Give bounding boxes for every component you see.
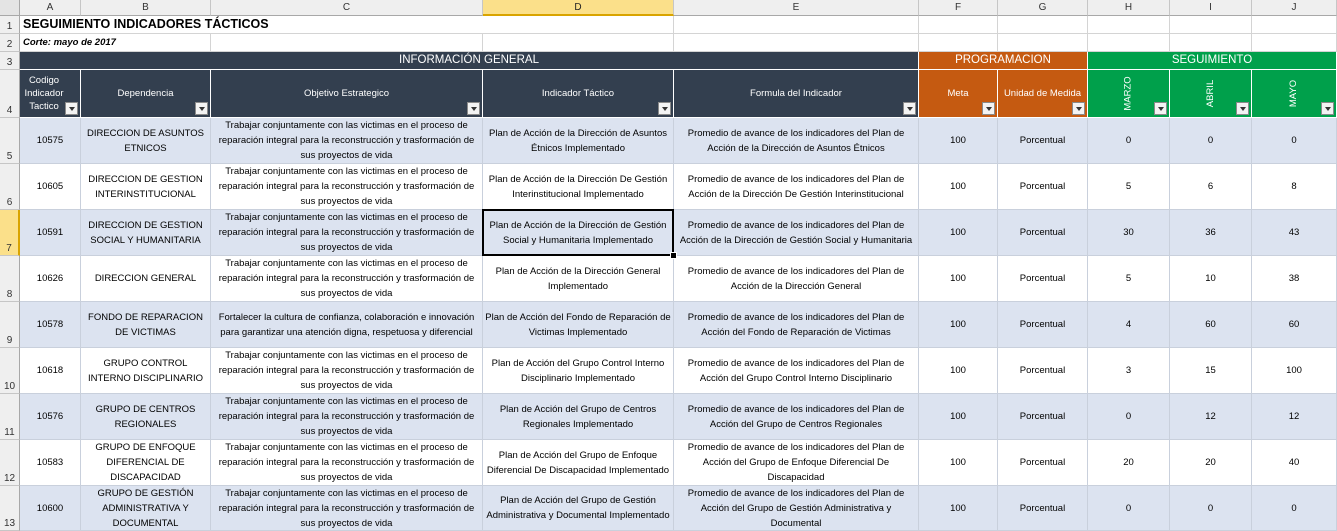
header-label: Dependencia bbox=[117, 88, 174, 99]
cell-objetivo[interactable]: Trabajar conjuntamente con las victimas en el proceso de reparación integral para la reconstrucción y trasformación de sus proyectos de vida bbox=[211, 118, 483, 164]
cell-formula[interactable]: Promedio de avance de los indicadores del Plan de Acción de la Dirección de Asuntos Étnicos bbox=[674, 118, 919, 164]
cell-meta[interactable]: 100 bbox=[919, 118, 998, 164]
row-header-11[interactable]: 11 bbox=[0, 394, 20, 440]
cell-dependencia[interactable]: GRUPO DE ENFOQUE DIFERENCIAL DE DISCAPACIDAD bbox=[81, 440, 211, 486]
cell-abril[interactable]: 36 bbox=[1170, 210, 1252, 256]
cell-dependencia[interactable]: FONDO DE REPARACION DE VICTIMAS bbox=[81, 302, 211, 348]
sheet-title[interactable]: SEGUIMIENTO INDICADORES TÁCTICOS bbox=[20, 16, 674, 34]
cell-meta[interactable]: 100 bbox=[919, 210, 998, 256]
cell-meta[interactable]: 100 bbox=[919, 256, 998, 302]
header-unidad[interactable] bbox=[998, 70, 1088, 118]
cell-abril[interactable]: 10 bbox=[1170, 256, 1252, 302]
cell-codigo[interactable]: 10575 bbox=[20, 118, 81, 164]
fill-handle[interactable] bbox=[670, 252, 677, 259]
header-objetivo[interactable] bbox=[211, 70, 483, 118]
cell-unidad[interactable]: Porcentual bbox=[998, 256, 1088, 302]
header-marzo[interactable] bbox=[1088, 70, 1170, 118]
cell-codigo[interactable]: 10578 bbox=[20, 302, 81, 348]
header-codigo[interactable] bbox=[20, 70, 81, 118]
empty-cell[interactable] bbox=[919, 34, 998, 52]
sheet-subtitle[interactable]: Corte: mayo de 2017 bbox=[20, 34, 211, 52]
cell-indicador[interactable]: Plan de Acción de la Dirección De Gestión Interinstitucional Implementado bbox=[483, 164, 674, 210]
cell-mayo[interactable]: 0 bbox=[1252, 486, 1337, 531]
cell-unidad[interactable]: Porcentual bbox=[998, 348, 1088, 394]
row-header-1[interactable]: 1 bbox=[0, 16, 20, 34]
column-header-a[interactable]: A bbox=[20, 0, 81, 16]
header-label: MAYO bbox=[1288, 79, 1300, 108]
cell-indicador[interactable]: Plan de Acción del Fondo de Reparación de Victimas Implementado bbox=[483, 302, 674, 348]
select-all-corner[interactable] bbox=[0, 0, 20, 16]
header-mayo[interactable] bbox=[1252, 70, 1337, 118]
column-header-j[interactable]: J bbox=[1252, 0, 1337, 16]
row-header-13[interactable]: 13 bbox=[0, 486, 20, 531]
empty-cell[interactable] bbox=[483, 34, 674, 52]
cell-meta[interactable]: 100 bbox=[919, 394, 998, 440]
cell-objetivo[interactable]: Trabajar conjuntamente con las victimas en el proceso de reparación integral para la reconstrucción y trasformación de sus proyectos de vida bbox=[211, 210, 483, 256]
cell-abril[interactable]: 15 bbox=[1170, 348, 1252, 394]
filter-dropdown-button[interactable] bbox=[1236, 102, 1249, 115]
band-programacion[interactable]: PROGRAMACION bbox=[919, 52, 1088, 70]
cell-abril[interactable]: 0 bbox=[1170, 118, 1252, 164]
cell-dependencia[interactable]: DIRECCION GENERAL bbox=[81, 256, 211, 302]
cell-abril[interactable]: 0 bbox=[1170, 486, 1252, 531]
empty-cell[interactable] bbox=[674, 34, 919, 52]
cell-formula[interactable]: Promedio de avance de los indicadores del Plan de Acción del Fondo de Reparación de Victimas bbox=[674, 302, 919, 348]
row-header-12[interactable]: 12 bbox=[0, 440, 20, 486]
empty-cell[interactable] bbox=[1088, 34, 1170, 52]
filter-dropdown-button[interactable] bbox=[1321, 102, 1334, 115]
column-header-f[interactable]: F bbox=[919, 0, 998, 16]
row-header-2[interactable]: 2 bbox=[0, 34, 20, 52]
cell-mayo[interactable]: 60 bbox=[1252, 302, 1337, 348]
cell-indicador[interactable]: Plan de Acción de la Dirección General Implementado bbox=[483, 256, 674, 302]
cell-mayo[interactable]: 43 bbox=[1252, 210, 1337, 256]
header-indicador[interactable] bbox=[483, 70, 674, 118]
row-header-7[interactable]: 7 bbox=[0, 210, 20, 256]
cell-codigo[interactable]: 10605 bbox=[20, 164, 81, 210]
row-header-3[interactable]: 3 bbox=[0, 52, 20, 70]
cell-formula[interactable]: Promedio de avance de los indicadores del Plan de Acción del Grupo Control Interno Disciplinario bbox=[674, 348, 919, 394]
cell-unidad[interactable]: Porcentual bbox=[998, 118, 1088, 164]
cell-codigo[interactable]: 10576 bbox=[20, 394, 81, 440]
header-label: Formula del Indicador bbox=[750, 88, 842, 99]
cell-meta[interactable]: 100 bbox=[919, 440, 998, 486]
band-informacion-general[interactable]: INFORMACIÓN GENERAL bbox=[20, 52, 919, 70]
header-label: ABRIL bbox=[1205, 79, 1216, 108]
empty-cell[interactable] bbox=[674, 16, 919, 34]
row-header-10[interactable]: 10 bbox=[0, 348, 20, 394]
cell-indicador[interactable]: Plan de Acción del Grupo de Gestión Administrativa y Documental Implementado bbox=[483, 486, 674, 531]
cell-marzo[interactable]: 3 bbox=[1088, 348, 1170, 394]
cell-unidad[interactable]: Porcentual bbox=[998, 486, 1088, 531]
column-header-g[interactable]: G bbox=[998, 0, 1088, 16]
column-header-d[interactable]: D bbox=[483, 0, 674, 16]
cell-formula[interactable]: Promedio de avance de los indicadores del Plan de Acción del Grupo de Centros Regionales bbox=[674, 394, 919, 440]
cell-indicador[interactable]: Plan de Acción de la Dirección de Asuntos Étnicos Implementado bbox=[483, 118, 674, 164]
row-header-9[interactable]: 9 bbox=[0, 302, 20, 348]
cell-codigo[interactable]: 10626 bbox=[20, 256, 81, 302]
cell-dependencia[interactable]: DIRECCION DE GESTION SOCIAL Y HUMANITARIA bbox=[81, 210, 211, 256]
filter-dropdown-button[interactable] bbox=[65, 102, 78, 115]
cell-unidad[interactable]: Porcentual bbox=[998, 440, 1088, 486]
column-header-h[interactable]: H bbox=[1088, 0, 1170, 16]
cell-objetivo[interactable]: Trabajar conjuntamente con las victimas en el proceso de reparación integral para la reconstrucción y trasformación de sus proyectos de vida bbox=[211, 486, 483, 531]
empty-cell[interactable] bbox=[998, 16, 1088, 34]
cell-indicador[interactable]: Plan de Acción del Grupo de Centros Regionales Implementado bbox=[483, 394, 674, 440]
column-header-e[interactable]: E bbox=[674, 0, 919, 16]
cell-marzo[interactable]: 5 bbox=[1088, 164, 1170, 210]
filter-dropdown-button[interactable] bbox=[903, 102, 916, 115]
empty-cell[interactable] bbox=[211, 34, 483, 52]
cell-abril[interactable]: 12 bbox=[1170, 394, 1252, 440]
header-dependencia[interactable] bbox=[81, 70, 211, 118]
cell-meta[interactable]: 100 bbox=[919, 348, 998, 394]
cell-dependencia[interactable]: GRUPO CONTROL INTERNO DISCIPLINARIO bbox=[81, 348, 211, 394]
empty-cell[interactable] bbox=[1252, 16, 1337, 34]
header-label: Meta bbox=[947, 88, 969, 99]
empty-cell[interactable] bbox=[1170, 34, 1252, 52]
cell-unidad[interactable]: Porcentual bbox=[998, 394, 1088, 440]
row-header-4[interactable]: 4 bbox=[0, 70, 20, 118]
cell-mayo[interactable]: 100 bbox=[1252, 348, 1337, 394]
row-header-8[interactable]: 8 bbox=[0, 256, 20, 302]
cell-meta[interactable]: 100 bbox=[919, 164, 998, 210]
cell-dependencia[interactable]: GRUPO DE CENTROS REGIONALES bbox=[81, 394, 211, 440]
cell-objetivo[interactable]: Trabajar conjuntamente con las victimas en el proceso de reparación integral para la reconstrucción y trasformación de sus proyectos de vida bbox=[211, 256, 483, 302]
cell-abril[interactable]: 6 bbox=[1170, 164, 1252, 210]
cell-objetivo[interactable]: Fortalecer la cultura de confianza, colaboración e innovación para garantizar una atención digna, respetuosa y diferencial bbox=[211, 302, 483, 348]
cell-objetivo[interactable]: Trabajar conjuntamente con las victimas en el proceso de reparación integral para la reconstrucción y trasformación de sus proyectos de vida bbox=[211, 440, 483, 486]
cell-objetivo[interactable]: Trabajar conjuntamente con las victimas en el proceso de reparación integral para la reconstrucción y trasformación de sus proyectos de vida bbox=[211, 348, 483, 394]
cell-unidad[interactable]: Porcentual bbox=[998, 302, 1088, 348]
cell-abril[interactable]: 60 bbox=[1170, 302, 1252, 348]
cell-objetivo[interactable]: Trabajar conjuntamente con las victimas en el proceso de reparación integral para la reconstrucción y trasformación de sus proyectos de vida bbox=[211, 164, 483, 210]
cell-formula[interactable]: Promedio de avance de los indicadores del Plan de Acción de la Dirección de Gestión Social y Humanitaria bbox=[674, 210, 919, 256]
header-formula[interactable] bbox=[674, 70, 919, 118]
filter-dropdown-button[interactable] bbox=[658, 102, 671, 115]
cell-marzo[interactable]: 5 bbox=[1088, 256, 1170, 302]
row-header-5[interactable]: 5 bbox=[0, 118, 20, 164]
band-seguimiento[interactable]: SEGUIMIENTO bbox=[1088, 52, 1337, 70]
cell-formula[interactable]: Promedio de avance de los indicadores del Plan de Acción del Grupo de Enfoque Diferencial De Discapacidad bbox=[674, 440, 919, 486]
cell-objetivo[interactable]: Trabajar conjuntamente con las victimas en el proceso de reparación integral para la reconstrucción y trasformación de sus proyectos de vida bbox=[211, 394, 483, 440]
cell-meta[interactable]: 100 bbox=[919, 302, 998, 348]
cell-codigo[interactable]: 10583 bbox=[20, 440, 81, 486]
cell-codigo[interactable]: 10600 bbox=[20, 486, 81, 531]
header-label: MARZO bbox=[1123, 76, 1134, 111]
cell-codigo[interactable]: 10591 bbox=[20, 210, 81, 256]
cell-unidad[interactable]: Porcentual bbox=[998, 210, 1088, 256]
cell-unidad[interactable]: Porcentual bbox=[998, 164, 1088, 210]
cell-formula[interactable]: Promedio de avance de los indicadores del Plan de Acción de la Dirección General bbox=[674, 256, 919, 302]
filter-dropdown-button[interactable] bbox=[1154, 102, 1167, 115]
column-header-c[interactable]: C bbox=[211, 0, 483, 16]
empty-cell[interactable] bbox=[1088, 16, 1170, 34]
column-header-b[interactable]: B bbox=[81, 0, 211, 16]
header-label: Indicador Táctico bbox=[541, 88, 615, 99]
cell-abril[interactable]: 20 bbox=[1170, 440, 1252, 486]
cell-marzo[interactable]: 30 bbox=[1088, 210, 1170, 256]
empty-cell[interactable] bbox=[1170, 16, 1252, 34]
cell-mayo[interactable]: 38 bbox=[1252, 256, 1337, 302]
cell-formula[interactable]: Promedio de avance de los indicadores del Plan de Acción del Grupo de Gestión Administrativa y Documental bbox=[674, 486, 919, 531]
cell-marzo[interactable]: 0 bbox=[1088, 486, 1170, 531]
cell-indicador[interactable]: Plan de Acción del Grupo de Enfoque Diferencial De Discapacidad Implementado bbox=[483, 440, 674, 486]
header-abril[interactable] bbox=[1170, 70, 1252, 118]
empty-cell[interactable] bbox=[1252, 34, 1337, 52]
header-label: Unidad de Medida bbox=[1003, 88, 1082, 99]
header-meta[interactable] bbox=[919, 70, 998, 118]
empty-cell[interactable] bbox=[998, 34, 1088, 52]
cell-dependencia[interactable]: DIRECCION DE ASUNTOS ETNICOS bbox=[81, 118, 211, 164]
cell-formula[interactable]: Promedio de avance de los indicadores del Plan de Acción de la Dirección De Gestión Interinstitucional bbox=[674, 164, 919, 210]
cell-dependencia[interactable]: GRUPO DE GESTIÓN ADMINISTRATIVA Y DOCUMENTAL bbox=[81, 486, 211, 531]
cell-indicador[interactable]: Plan de Acción del Grupo Control Interno Disciplinario Implementado bbox=[483, 348, 674, 394]
cell-meta[interactable]: 100 bbox=[919, 486, 998, 531]
cell-marzo[interactable]: 0 bbox=[1088, 394, 1170, 440]
column-header-i[interactable]: I bbox=[1170, 0, 1252, 16]
cell-marzo[interactable]: 4 bbox=[1088, 302, 1170, 348]
cell-marzo[interactable]: 20 bbox=[1088, 440, 1170, 486]
filter-dropdown-button[interactable] bbox=[1072, 102, 1085, 115]
filter-dropdown-button[interactable] bbox=[195, 102, 208, 115]
row-header-6[interactable]: 6 bbox=[0, 164, 20, 210]
cell-dependencia[interactable]: DIRECCION DE GESTION INTERINSTITUCIONAL bbox=[81, 164, 211, 210]
filter-dropdown-button[interactable] bbox=[467, 102, 480, 115]
cell-mayo[interactable]: 8 bbox=[1252, 164, 1337, 210]
cell-indicador[interactable]: Plan de Acción de la Dirección de Gestión Social y Humanitaria Implementado bbox=[483, 210, 674, 256]
header-label: Objetivo Estrategico bbox=[303, 88, 389, 99]
filter-dropdown-button[interactable] bbox=[982, 102, 995, 115]
cell-mayo[interactable]: 12 bbox=[1252, 394, 1337, 440]
cell-marzo[interactable]: 0 bbox=[1088, 118, 1170, 164]
cell-codigo[interactable]: 10618 bbox=[20, 348, 81, 394]
empty-cell[interactable] bbox=[919, 16, 998, 34]
cell-mayo[interactable]: 40 bbox=[1252, 440, 1337, 486]
header-label: Codigo Indicador Tactico bbox=[24, 75, 64, 112]
cell-mayo[interactable]: 0 bbox=[1252, 118, 1337, 164]
